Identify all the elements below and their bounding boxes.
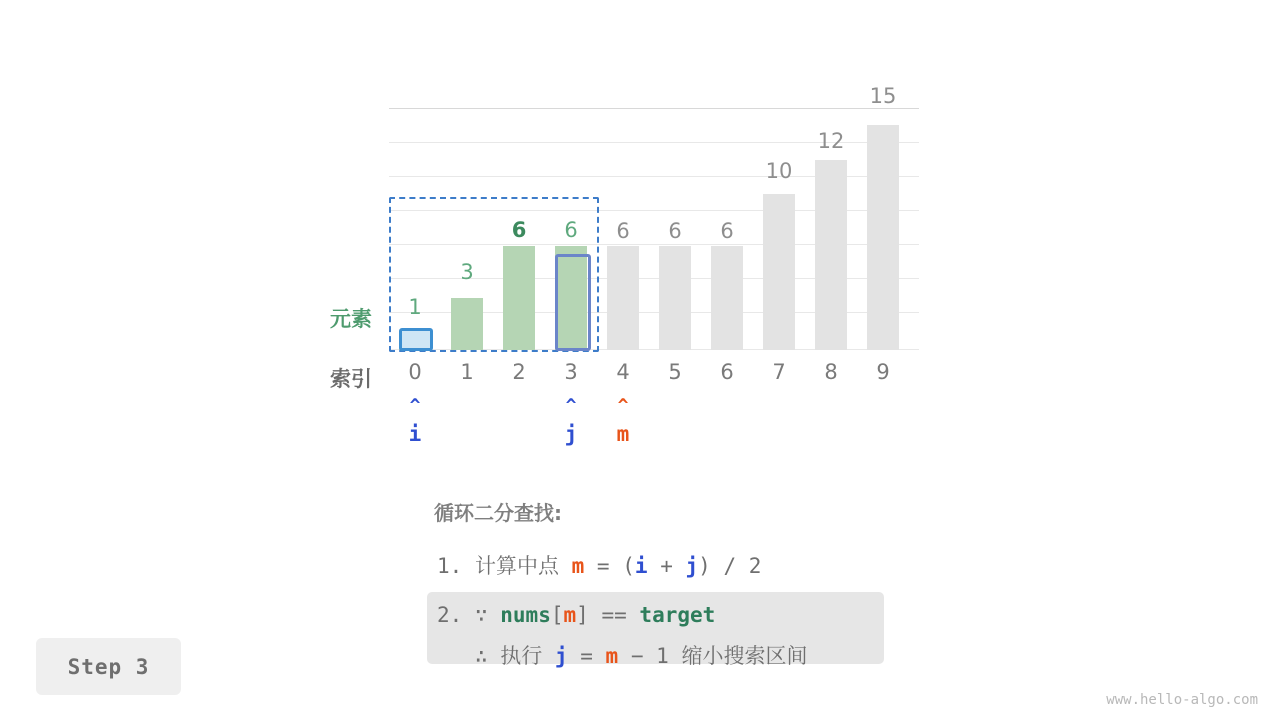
index-tick: 4 [616,360,630,384]
step1-text: 计算中点 [474,554,559,578]
step-line-2b [437,640,807,670]
step2-var-j: j [554,644,568,668]
index-tick: 1 [460,360,474,384]
target-marker [399,328,433,351]
bar-value-label: 6 [511,218,527,242]
bar-value-label: 15 [869,84,897,108]
bar [607,246,639,350]
bar [815,160,847,350]
bar-value-label: 12 [817,129,845,153]
step2-number: 2. [437,603,463,627]
index-tick: 2 [512,360,526,384]
index-tick: 6 [720,360,734,384]
pointer-caret-m: ^ [617,395,629,416]
pointer-label-m: m [616,422,630,446]
pointer-j-bar-highlight [555,254,591,351]
step-badge: Step 3 [36,638,181,695]
bar-value-label: 3 [460,260,474,284]
bar-value-label: 6 [564,218,578,242]
bar-value-label: 6 [668,219,682,243]
step1-eq: = [596,554,610,578]
step2-eq: = [580,644,593,668]
bar-value-label: 6 [616,219,630,243]
step1-var-i: i [634,554,648,578]
step2-one: 1 [656,644,669,668]
bar [763,194,795,350]
step2-because: ∵ [474,603,488,627]
bar [867,125,899,350]
pointer-label-i: i [408,422,422,446]
step2-rbracket: ] [576,603,589,627]
bar-value-label: 10 [765,159,793,183]
caption-title: 循环二分查找: [434,501,562,525]
step2-eqeq: == [601,603,627,627]
bar-value-label: 6 [720,219,734,243]
step-line-1 [437,550,761,580]
step2-tail: 缩小搜索区间 [681,644,808,668]
step1-var-m: m [571,554,585,578]
step1-number: 1. [437,554,463,578]
index-tick: 0 [408,360,422,384]
pointer-caret-i: ^ [409,395,421,416]
step2-var-m: m [563,603,577,627]
index-tick: 8 [824,360,838,384]
bar-value-label: 1 [408,295,422,319]
step2-nums: nums [500,603,551,627]
index-axis [389,360,919,390]
step2-target: target [639,603,716,627]
step2-exec: 执行 [500,644,543,668]
watermark: www.hello-algo.com [1106,692,1258,708]
index-tick: 9 [876,360,890,384]
step2-var-m2: m [605,644,619,668]
step2-therefore: ∴ [474,644,488,668]
step2-lbracket: [ [550,603,564,627]
step1-div: / 2 [723,554,762,578]
bar [659,246,691,350]
step-line-2a [437,603,715,627]
element-row-label: 元素 [330,307,372,331]
step1-var-j: j [685,554,699,578]
pointer-caret-j: ^ [565,395,577,416]
bar [711,246,743,350]
step1-plus: + [660,554,673,578]
index-row-label: 索引 [330,367,372,391]
index-tick: 5 [668,360,682,384]
index-tick: 3 [564,360,578,384]
index-tick: 7 [772,360,786,384]
pointer-label-j: j [564,422,578,446]
step2-minus: − [630,644,644,668]
step1-lparen: ( [622,554,635,578]
step1-rparen: ) [698,554,711,578]
